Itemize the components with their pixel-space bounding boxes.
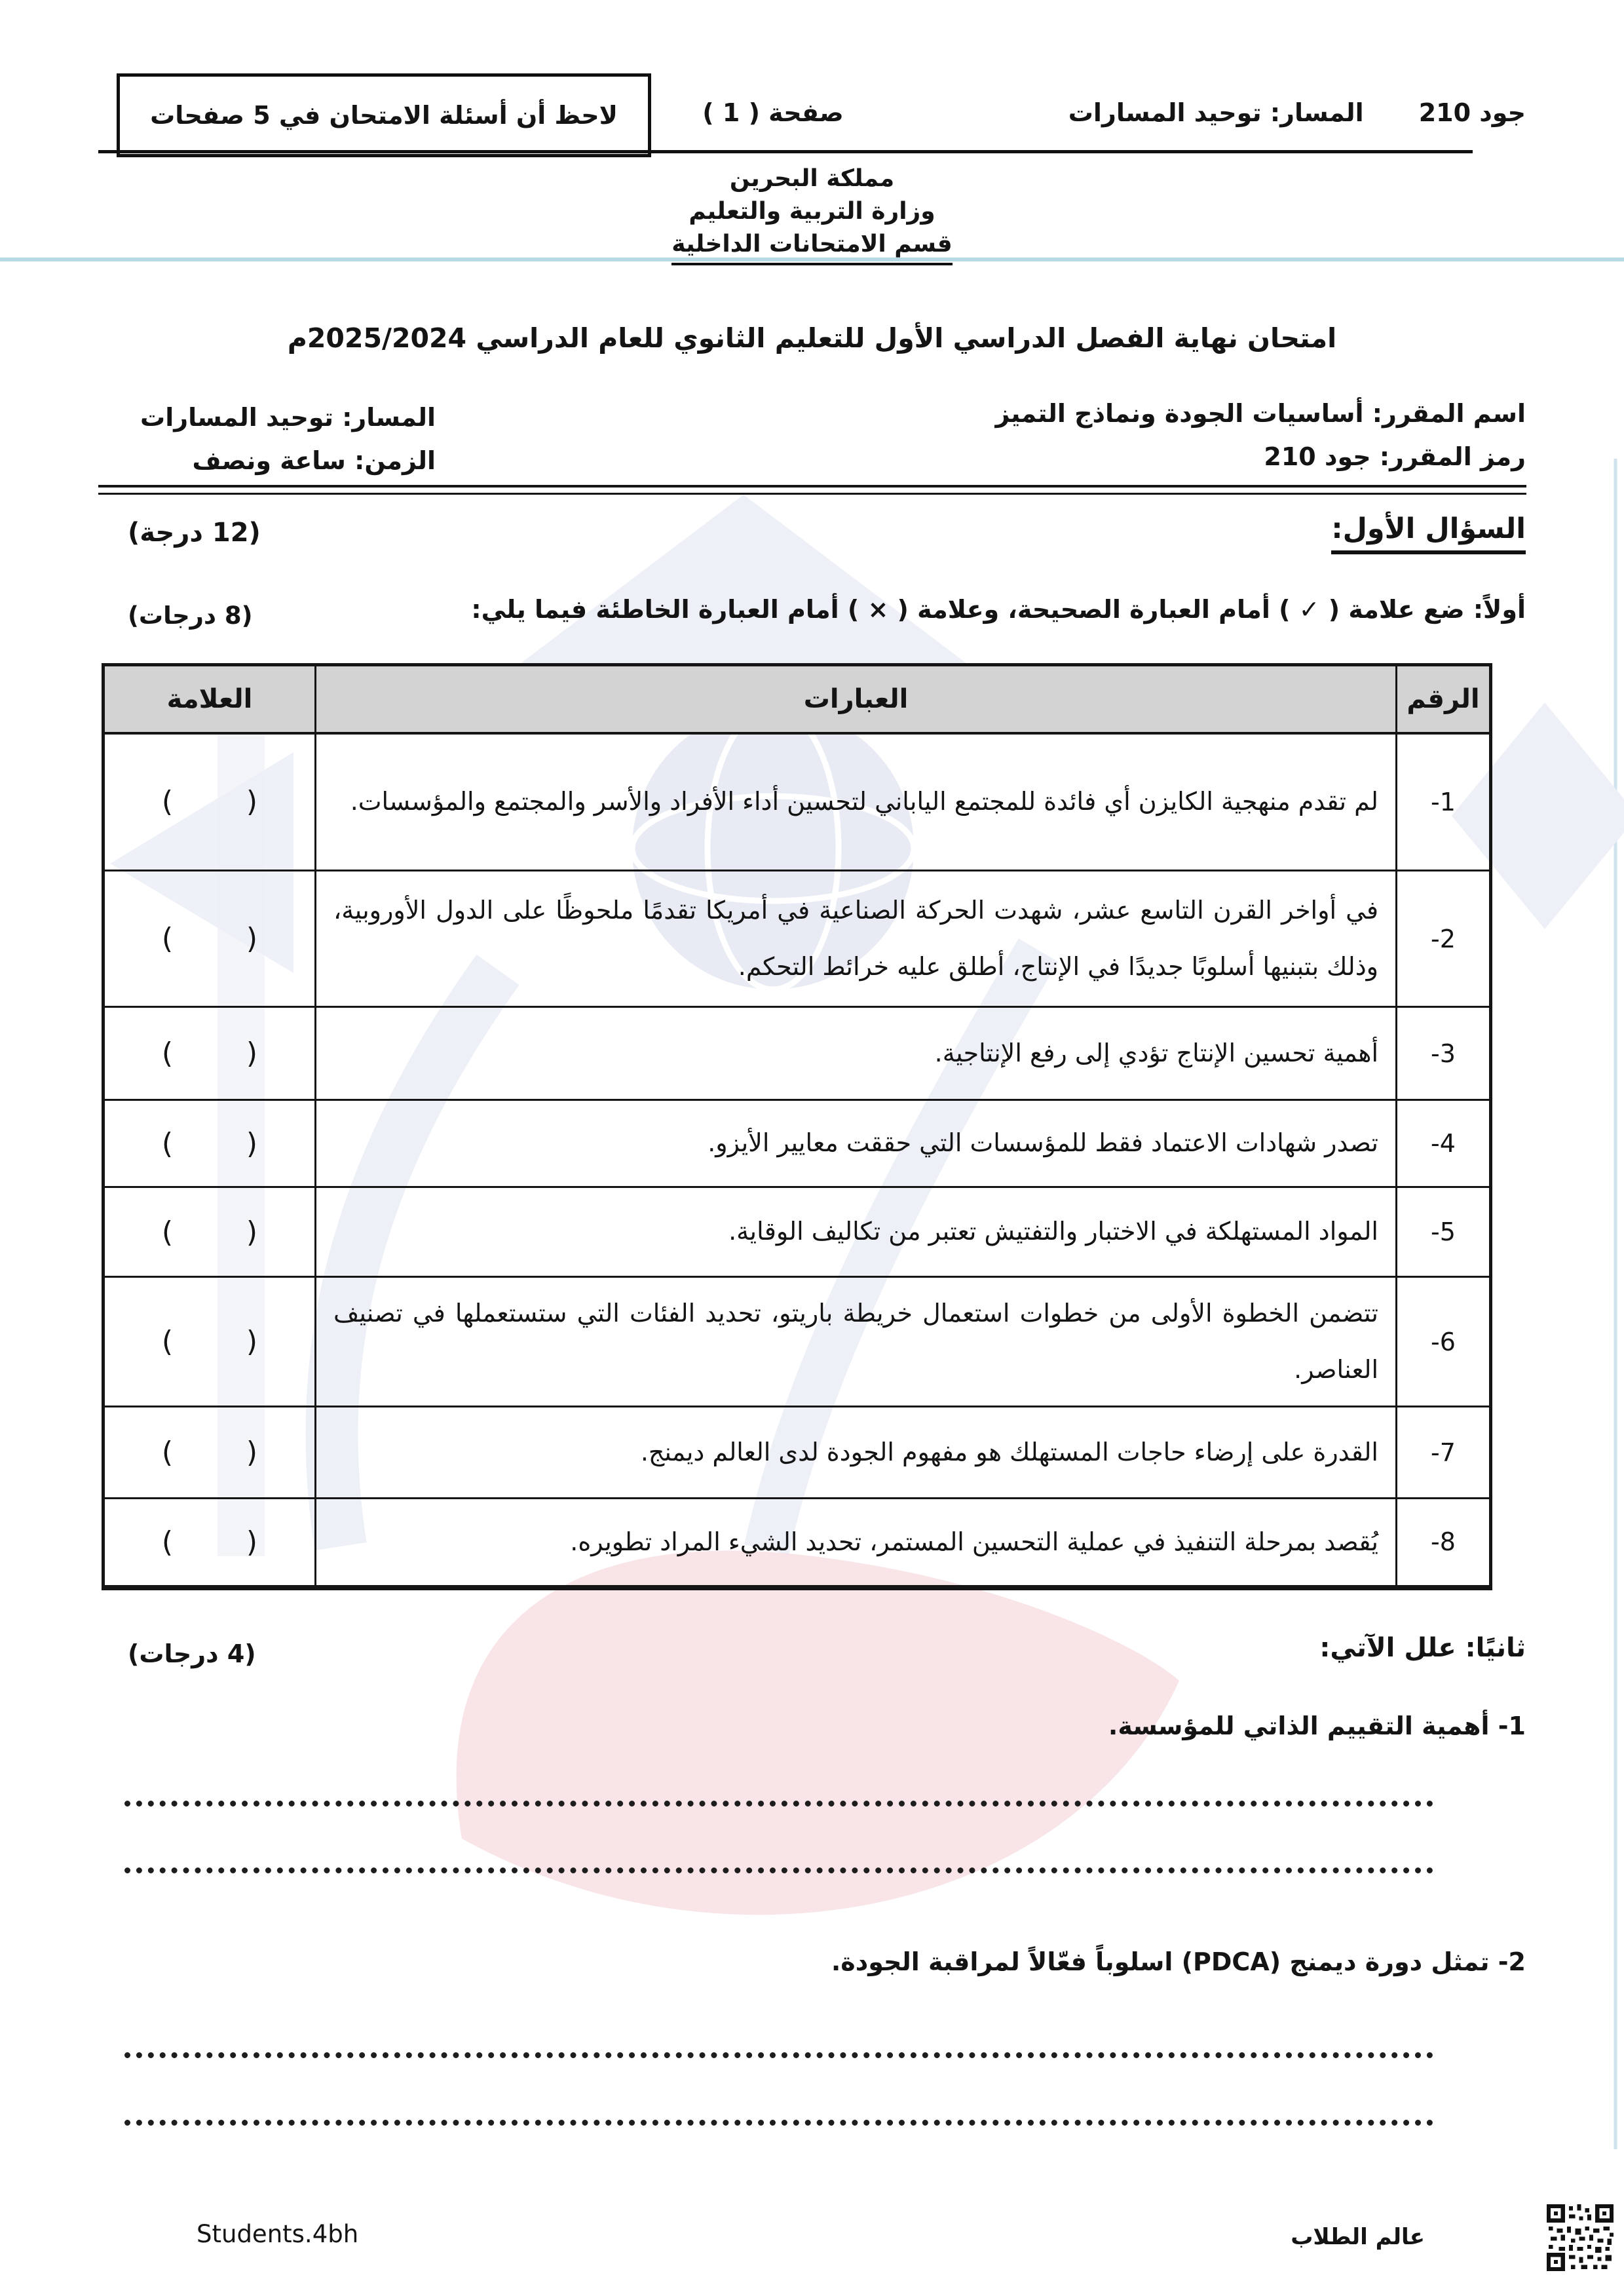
header-course-track [1068, 98, 1526, 127]
part2-marks: (4 درجات) [128, 1639, 256, 1668]
exam-title: امتحان نهاية الفصل الدراسي الأول للتعليم الثانوي للعام الدراسي 2025/2024م [287, 322, 1337, 354]
answer-line [124, 1801, 1433, 1807]
header-mark: العلامة [104, 665, 316, 733]
header-track: المسار: توحيد المسارات [1068, 98, 1364, 127]
table-row [104, 733, 1491, 871]
statement-cell: القدرة على إرضاء حاجات المستهلك هو مفهوم الجودة لدى العالم ديمنج. [316, 1407, 1397, 1499]
ministry-name: وزارة التربية والتعليم [689, 198, 935, 225]
exam-pages-note-box [117, 73, 651, 157]
table-row [104, 1187, 1491, 1277]
part2-item-2: 2- تمثل دورة ديمنج (PDCA) اسلوباً فعّالاً لمراقبة الجودة. [831, 1947, 1526, 1976]
row-number-cell: -7 [1397, 1407, 1491, 1499]
statements-table [102, 663, 1492, 1590]
header-number: الرقم [1397, 665, 1491, 733]
mark-cell: ( ) [104, 1187, 316, 1277]
row-number-cell: -8 [1397, 1499, 1491, 1588]
mark-cell: ( ) [104, 871, 316, 1007]
row-number-cell: -6 [1397, 1277, 1491, 1407]
table-row [104, 1277, 1491, 1407]
footer-site-name: عالم الطلاب [1291, 2224, 1425, 2250]
header-statements: العبارات [316, 665, 1397, 733]
question1-total-marks: (12 درجة) [128, 518, 261, 548]
course-code: رمز المقرر: جود 210 [1264, 442, 1526, 471]
statement-cell: في أواخر القرن التاسع عشر، شهدت الحركة الصناعية في أمريكا تقدمًا ملحوظًا على الدول الأوروبية، وذلك بتبنيها أسلوبًا جديدًا في الإنتاج، أطلق عليه خرائط التحكم. [316, 871, 1397, 1007]
answer-line [124, 1867, 1433, 1873]
course-time: الزمن: ساعة ونصف [192, 446, 436, 475]
header-divider [98, 150, 1473, 153]
table-row [104, 871, 1491, 1007]
footer-brand: Students.4bh [197, 2220, 359, 2248]
row-number-cell: -5 [1397, 1187, 1491, 1277]
header-course-code: جود 210 [1418, 98, 1526, 127]
statement-cell: تصدر شهادات الاعتماد فقط للمؤسسات التي حققت معايير الأيزو. [316, 1100, 1397, 1187]
answer-line [124, 2120, 1433, 2126]
course-name: اسم المقرر: أساسيات الجودة ونماذج التميز [995, 399, 1526, 428]
mark-cell: ( ) [104, 1277, 316, 1407]
course-info-right [995, 392, 1526, 478]
question1-title: السؤال الأول: [1331, 512, 1526, 554]
part2-instruction: ثانيًا: علل الآتي: [1319, 1633, 1526, 1663]
row-number-cell: -4 [1397, 1100, 1491, 1187]
mark-cell: ( ) [104, 733, 316, 871]
table-row [104, 1100, 1491, 1187]
qr-code-icon [1547, 2204, 1614, 2271]
section-divider [98, 485, 1526, 495]
row-number-cell: -1 [1397, 733, 1491, 871]
part1-instruction: أولاً: ضع علامة ( ✓ ) أمام العبارة الصحيحة، وعلامة ( × ) أمام العبارة الخاطئة فيما يلي: [471, 595, 1526, 624]
statement-cell: أهمية تحسين الإنتاج تؤدي إلى رفع الإنتاجية. [316, 1007, 1397, 1100]
part1-marks: (8 درجات) [128, 602, 253, 630]
answer-line [124, 2052, 1433, 2058]
statement-cell: يُقصد بمرحلة التنفيذ في عملية التحسين المستمر، تحديد الشيء المراد تطويره. [316, 1499, 1397, 1588]
course-track: المسار: توحيد المسارات [140, 403, 436, 432]
country-name: مملكة البحرين [729, 165, 895, 192]
table-row [104, 1407, 1491, 1499]
ministry-block [0, 163, 1624, 265]
mark-cell: ( ) [104, 1499, 316, 1588]
mark-cell: ( ) [104, 1007, 316, 1100]
table-header-row [104, 665, 1491, 733]
statement-cell: تتضمن الخطوة الأولى من خطوات استعمال خريطة باريتو، تحديد الفئات التي ستستعملها في تصنيف العناصر. [316, 1277, 1397, 1407]
page-number-label: صفحة ( 1 ) [702, 98, 844, 127]
table-row [104, 1499, 1491, 1588]
part2-item-1: 1- أهمية التقييم الذاتي للمؤسسة. [1108, 1712, 1526, 1740]
course-info-left [121, 396, 436, 482]
statement-cell: لم تقدم منهجية الكايزن أي فائدة للمجتمع الياباني لتحسين أداء الأفراد والأسر والمجتمع والمؤسسات. [316, 733, 1397, 871]
row-number-cell: -2 [1397, 871, 1491, 1007]
row-number-cell: -3 [1397, 1007, 1491, 1100]
mark-cell: ( ) [104, 1100, 316, 1187]
table-row [104, 1007, 1491, 1100]
exam-pages-note: لاحظ أن أسئلة الامتحان في 5 صفحات [150, 101, 618, 130]
statement-cell: المواد المستهلكة في الاختبار والتفتيش تعتبر من تكاليف الوقاية. [316, 1187, 1397, 1277]
mark-cell: ( ) [104, 1407, 316, 1499]
department-name: قسم الامتحانات الداخلية [671, 228, 952, 265]
